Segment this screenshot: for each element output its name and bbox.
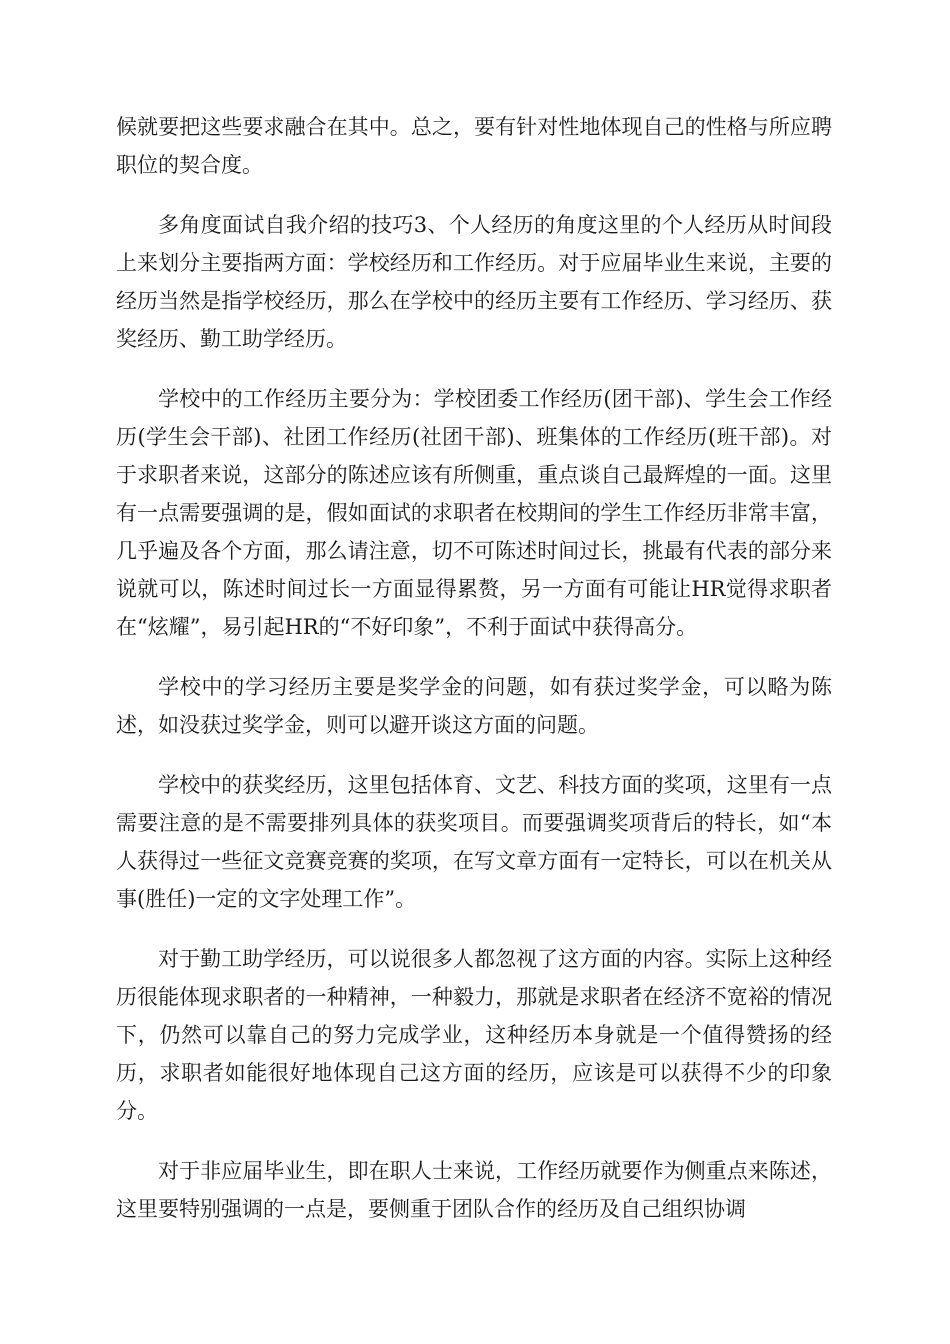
paragraph-work-study-experience: 对于勤工助学经历，可以说很多人都忽视了这方面的内容。实际上这种经历很能体现求职者的一种精神，一种毅力，那就是求职者在经济不宽裕的情况下，仍然可以靠自己的努力完成学业，这种经历本身就是一个值得赞扬的经历，求职者如能很好地体现自己这方面的经历，应该是可以获得不少的印象分。: [116, 947, 832, 1123]
paragraph-personal-experience: 多角度面试自我介绍的技巧3、个人经历的角度这里的个人经历从时间段上来划分主要指两方面：学校经历和工作经历。对于应届毕业生来说，主要的经历当然是指学校经历，那么在学校中的经历主要有工作经历、学习经历、获奖经历、勤工助学经历。: [116, 213, 832, 351]
paragraph-continuation: 候就要把这些要求融合在其中。总之，要有针对性地体现自己的性格与所应聘职位的契合度。: [116, 115, 832, 177]
paragraph-study-experience: 学校中的学习经历主要是奖学金的问题，如有获过奖学金，可以略为陈述，如没获过奖学金，则可以避开谈这方面的问题。: [116, 675, 832, 737]
paragraph-school-work-experience: 学校中的工作经历主要分为：学校团委工作经历(团干部)、学生会工作经历(学生会干部)、社团工作经历(社团干部)、班集体的工作经历(班干部)。对于求职者来说，这部分的陈述应该有所侧重，重点谈自己最辉煌的一面。这里有一点需要强调的是，假如面试的求职者在校期间的学生工作经历非常丰富，几乎遍及各个方面，那么请注意，切不可陈述时间过长，挑最有代表的部分来说就可以，陈述时间过长一方面显得累赘，另一方面有可能让HR觉得求职者在“炫耀”，易引起HR的“不好印象”，不利于面试中获得高分。: [116, 387, 832, 639]
paragraph-award-experience: 学校中的获奖经历，这里包括体育、文艺、科技方面的奖项，这里有一点需要注意的是不需要排列具体的获奖项目。而要强调奖项背后的特长，如“本人获得过一些征文竞赛竞赛的奖项，在写文章方面有一定特长，可以在机关从事(胜任)一定的文字处理工作”。: [116, 773, 832, 911]
document-body: [116, 108, 832, 1250]
paragraph-non-graduate: 对于非应届毕业生，即在职人士来说，工作经历就要作为侧重点来陈述，这里要特别强调的一点是，要侧重于团队合作的经历及自己组织协调: [116, 1159, 832, 1221]
